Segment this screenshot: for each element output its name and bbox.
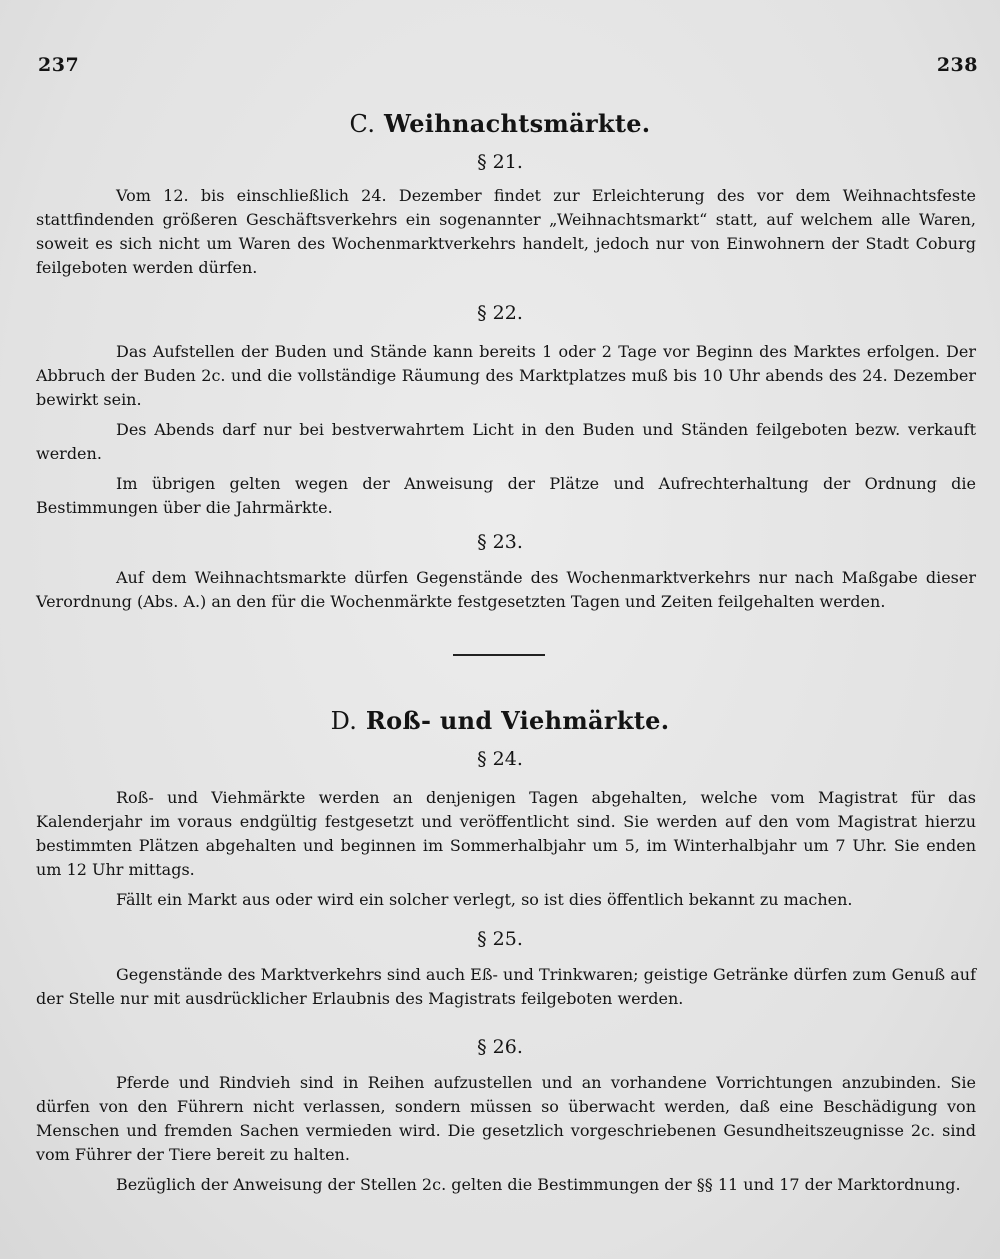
paragraph-sign-23: § 23. bbox=[477, 531, 523, 553]
paragraph-sign-24: § 24. bbox=[477, 748, 523, 770]
section-c-heading bbox=[0, 109, 1000, 138]
section-divider bbox=[453, 654, 545, 656]
paragraph-text: Roß- und Viehmärkte werden an denjenigen Tagen abgehalten, welche vom Magistrat für das Kalenderjahr im voraus endgültig festgesetzt und veröffentlicht sind. Sie werden auf den vom Magistrat hierzu bestimmten Plätzen abgehalten und beginnen im Sommerhalbjahr um 5, im Winterhalbjahr um 7 Uhr. Sie enden um 12 Uhr mittags. bbox=[36, 788, 976, 879]
paragraph-text: Fällt ein Markt aus oder wird ein solcher verlegt, so ist dies öffentlich bekannt zu machen. bbox=[116, 890, 853, 909]
section-c-title: Weihnachtsmärkte. bbox=[383, 109, 651, 138]
paragraph-text: Im übrigen gelten wegen der Anweisung der Plätze und Aufrechterhaltung der Ordnung die Bestimmungen über die Jahrmärkte. bbox=[36, 474, 976, 517]
section-d-heading bbox=[0, 706, 1000, 735]
paragraph-21-body bbox=[36, 184, 976, 286]
paragraph-text: Bezüglich der Anweisung der Stellen 2c. gelten die Bestimmungen der §§ 11 und 17 der Marktordnung. bbox=[116, 1175, 961, 1194]
paragraph-text: Des Abends darf nur bei bestverwahrtem Licht in den Buden und Ständen feilgeboten bezw. verkauft werden. bbox=[36, 420, 976, 463]
paragraph-25-body bbox=[36, 963, 976, 1017]
paragraph-text: Gegenstände des Marktverkehrs sind auch Eß- und Trinkwaren; geistige Getränke dürfen zum Genuß auf der Stelle nur mit ausdrücklicher Erlaubnis des Magistrats feilgeboten werden. bbox=[36, 965, 976, 1008]
paragraph-24-body bbox=[36, 786, 976, 918]
section-d-title: Roß- und Viehmärkte. bbox=[365, 706, 670, 735]
paragraph-22-body bbox=[36, 340, 976, 526]
paragraph-sign-25: § 25. bbox=[477, 928, 523, 950]
paragraph-text: Pferde und Rindvieh sind in Reihen aufzustellen und an vorhandene Vorrichtungen anzubinden. Sie dürfen von den Führern nicht verlassen, sondern müssen so überwacht werden, daß eine Beschädigung von Menschen und fremden Sachen vermieden wird. Die gesetzlich vorgeschriebenen Gesundheitszeugnisse 2c. sind vom Führer der Tiere bereit zu halten. bbox=[36, 1073, 976, 1164]
paragraph-text: Das Aufstellen der Buden und Stände kann bereits 1 oder 2 Tage vor Beginn des Marktes erfolgen. Der Abbruch der Buden 2c. und die vollständige Räumung des Marktplatzes muß bis 10 Uhr abends des 24. Dezember bewirkt sein. bbox=[36, 342, 976, 409]
section-c-letter: C. bbox=[349, 110, 376, 138]
paragraph-text: Auf dem Weihnachtsmarkte dürfen Gegenstände des Wochenmarktverkehrs nur nach Maßgabe dieser Verordnung (Abs. A.) an den für die Wochenmärkte festgesetzten Tagen und Zeiten feilgehalten werden. bbox=[36, 568, 976, 611]
page-number-left: 237 bbox=[38, 54, 80, 76]
section-d-letter: D. bbox=[330, 707, 358, 735]
page-number-right: 238 bbox=[936, 54, 978, 76]
paragraph-23-body bbox=[36, 566, 976, 620]
paragraph-sign-22: § 22. bbox=[477, 302, 523, 324]
paragraph-text: Vom 12. bis einschließlich 24. Dezember findet zur Erleichterung des vor dem Weihnachtsfeste stattfindenden größeren Geschäftsverkehrs ein sogenannter „Weihnachtsmarkt“ statt, auf welchem alle Waren, soweit es sich nicht um Waren des Wochenmarktverkehrs handelt, jedoch nur von Einwohnern der Stadt Coburg feilgeboten werden dürfen. bbox=[36, 186, 976, 277]
paragraph-sign-26: § 26. bbox=[477, 1036, 523, 1058]
paragraph-26-body bbox=[36, 1071, 976, 1203]
paragraph-sign-21: § 21. bbox=[477, 151, 523, 173]
